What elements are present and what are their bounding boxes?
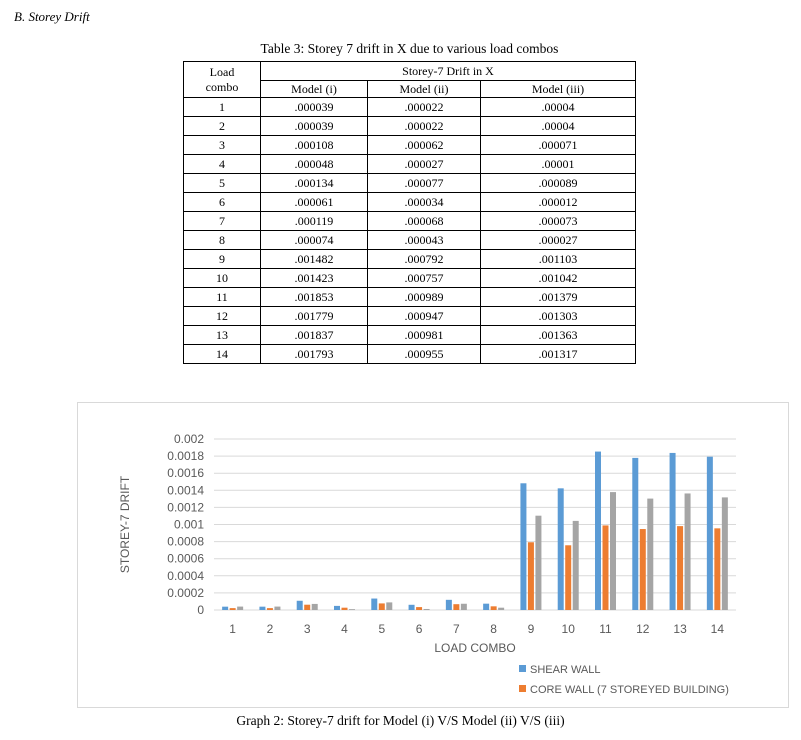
model-ii-cell: .000062 [368, 136, 481, 155]
bar-series-1 [632, 458, 638, 610]
bar-series-1 [409, 605, 415, 610]
x-tick-label: 13 [673, 622, 687, 636]
model-iii-cell: .000073 [481, 212, 636, 231]
model-ii-cell: .000027 [368, 155, 481, 174]
model-iii-cell: .001317 [481, 345, 636, 364]
model-ii-cell: .000043 [368, 231, 481, 250]
x-tick-label: 2 [266, 622, 274, 636]
table-row [184, 155, 636, 174]
bar-series-1 [446, 600, 452, 610]
model-ii-cell: .000981 [368, 326, 481, 345]
model-i-cell: .000108 [261, 136, 368, 155]
bar-series-1 [670, 453, 676, 610]
y-tick-label: 0.0018 [167, 449, 204, 464]
x-tick-label: 5 [378, 622, 386, 636]
combo-cell: 4 [184, 155, 261, 174]
bar-series-2 [379, 603, 385, 610]
model-i-cell: .000061 [261, 193, 368, 212]
x-tick-label: 10 [561, 622, 575, 636]
model-ii-cell: .000757 [368, 269, 481, 288]
x-tick-label: 8 [490, 622, 497, 636]
bar-series-2 [640, 529, 646, 610]
x-tick-label: 6 [415, 622, 423, 636]
chart-frame [77, 402, 789, 708]
bar-series-1 [222, 607, 228, 610]
table-row [184, 193, 636, 212]
bar-series-3 [685, 493, 691, 610]
combo-cell: 11 [184, 288, 261, 307]
model-ii-cell: .000022 [368, 117, 481, 136]
model-i-cell: .000074 [261, 231, 368, 250]
model-i-cell: .001482 [261, 250, 368, 269]
table-row [184, 288, 636, 307]
column-header-model-ii: Model (ii) [368, 81, 481, 98]
bar-series-3 [498, 608, 504, 610]
model-iii-cell: .001379 [481, 288, 636, 307]
bar-series-2 [603, 525, 609, 610]
table-caption: Table 3: Storey 7 drift in X due to various load combos [260, 41, 559, 56]
combo-header [184, 62, 261, 98]
drift-table [183, 61, 636, 364]
bar-series-2 [453, 604, 459, 610]
table-row [184, 307, 636, 326]
bar-series-3 [610, 492, 616, 610]
model-iii-cell: .001042 [481, 269, 636, 288]
model-iii-cell: .00004 [481, 98, 636, 117]
bar-series-2 [528, 542, 534, 610]
legend-swatch [519, 685, 526, 692]
model-i-cell: .000039 [261, 117, 368, 136]
model-iii-cell: .00004 [481, 117, 636, 136]
bar-series-3 [386, 602, 392, 610]
combo-cell: 3 [184, 136, 261, 155]
model-ii-cell: .000947 [368, 307, 481, 326]
model-ii-cell: .000792 [368, 250, 481, 269]
model-i-cell: .001423 [261, 269, 368, 288]
group-header: Storey-7 Drift in X [261, 62, 636, 81]
bar-series-3 [349, 609, 355, 610]
table-row [184, 250, 636, 269]
bar-series-2 [677, 526, 683, 610]
table-row [184, 136, 636, 155]
bar-series-1 [520, 483, 526, 610]
combo-cell: 14 [184, 345, 261, 364]
bar-series-1 [707, 457, 713, 610]
combo-header-line2: combo [205, 79, 239, 94]
model-ii-cell: .000034 [368, 193, 481, 212]
table-row [184, 231, 636, 250]
combo-cell: 7 [184, 212, 261, 231]
bar-series-1 [558, 488, 564, 610]
table-row [184, 269, 636, 288]
table-row [184, 345, 636, 364]
legend-label: CORE WALL (7 STOREYED BUILDING) [530, 684, 729, 696]
section-heading: B. Storey Drift [14, 9, 90, 24]
bar-series-3 [461, 604, 467, 610]
bar-series-1 [259, 607, 265, 610]
bar-series-2 [491, 606, 497, 610]
bar-series-3 [573, 521, 579, 610]
model-iii-cell: .000012 [481, 193, 636, 212]
combo-cell: 12 [184, 307, 261, 326]
y-tick-label: 0.0002 [167, 585, 204, 600]
table-row [184, 326, 636, 345]
model-i-cell: .001793 [261, 345, 368, 364]
table-row [184, 117, 636, 136]
table-row [184, 212, 636, 231]
y-tick-label: 0.0006 [167, 551, 204, 566]
model-i-cell: .000119 [261, 212, 368, 231]
bar-series-2 [342, 608, 348, 610]
model-ii-cell: .000068 [368, 212, 481, 231]
bar-series-3 [722, 497, 728, 610]
bar-series-1 [371, 599, 377, 610]
table-body [184, 98, 636, 364]
combo-cell: 13 [184, 326, 261, 345]
bar-series-3 [274, 607, 280, 610]
bar-chart [78, 403, 788, 707]
combo-cell: 1 [184, 98, 261, 117]
model-iii-cell: .001103 [481, 250, 636, 269]
model-iii-cell: .00001 [481, 155, 636, 174]
bar-series-3 [312, 604, 318, 610]
table-row [184, 98, 636, 117]
y-axis-title: STOREY-7 DRIFT [118, 475, 132, 574]
y-tick-label: 0 [197, 603, 204, 617]
column-header-model-i: Model (i) [261, 81, 368, 98]
model-ii-cell: .000989 [368, 288, 481, 307]
legend-label: SHEAR WALL [530, 664, 601, 676]
model-i-cell: .001779 [261, 307, 368, 326]
y-tick-label: 0.0008 [167, 534, 204, 549]
combo-cell: 9 [184, 250, 261, 269]
model-i-cell: .000039 [261, 98, 368, 117]
bar-series-1 [483, 604, 489, 610]
model-iii-cell: .001303 [481, 307, 636, 326]
bar-series-1 [297, 601, 303, 610]
combo-header-line1: Load [209, 64, 235, 79]
combo-cell: 10 [184, 269, 261, 288]
model-iii-cell: .000071 [481, 136, 636, 155]
x-tick-label: 7 [453, 622, 460, 636]
bar-series-2 [565, 545, 571, 610]
x-tick-label: 4 [341, 622, 348, 636]
combo-cell: 5 [184, 174, 261, 193]
bar-series-3 [237, 607, 243, 610]
y-tick-label: 0.0014 [167, 483, 204, 498]
x-tick-label: 3 [303, 622, 311, 636]
x-tick-label: 1 [229, 622, 236, 636]
x-tick-label: 11 [599, 622, 612, 636]
bar-series-2 [304, 605, 310, 610]
bar-series-2 [714, 528, 720, 610]
bar-series-2 [267, 608, 273, 610]
y-tick-label: 0.0016 [167, 466, 204, 481]
x-tick-label: 9 [527, 622, 535, 636]
y-tick-label: 0.0012 [167, 500, 204, 515]
model-ii-cell: .000077 [368, 174, 481, 193]
bar-series-3 [535, 516, 541, 610]
bar-series-1 [595, 452, 601, 610]
table-row [184, 174, 636, 193]
x-axis-title: LOAD COMBO [434, 641, 516, 655]
bar-series-2 [416, 607, 422, 610]
bar-series-1 [334, 606, 340, 610]
model-iii-cell: .000089 [481, 174, 636, 193]
graph-caption: Graph 2: Storey-7 drift for Model (i) V/S Model (ii) V/S (iii) [236, 713, 565, 728]
model-ii-cell: .000022 [368, 98, 481, 117]
legend-swatch [519, 665, 526, 672]
y-tick-label: 0.002 [173, 432, 204, 446]
model-i-cell: .000048 [261, 155, 368, 174]
model-ii-cell: .000955 [368, 345, 481, 364]
model-i-cell: .000134 [261, 174, 368, 193]
x-tick-label: 14 [710, 622, 725, 636]
x-tick-label: 12 [636, 622, 650, 636]
combo-cell: 6 [184, 193, 261, 212]
combo-cell: 2 [184, 117, 261, 136]
bar-series-3 [424, 609, 430, 610]
model-i-cell: .001837 [261, 326, 368, 345]
model-i-cell: .001853 [261, 288, 368, 307]
combo-cell: 8 [184, 231, 261, 250]
column-header-model-iii: Model (iii) [481, 81, 636, 98]
model-iii-cell: .000027 [481, 231, 636, 250]
bar-series-3 [647, 499, 653, 610]
y-tick-label: 0.001 [173, 517, 204, 532]
y-tick-label: 0.0004 [167, 568, 204, 583]
bar-series-2 [230, 608, 236, 610]
model-iii-cell: .001363 [481, 326, 636, 345]
